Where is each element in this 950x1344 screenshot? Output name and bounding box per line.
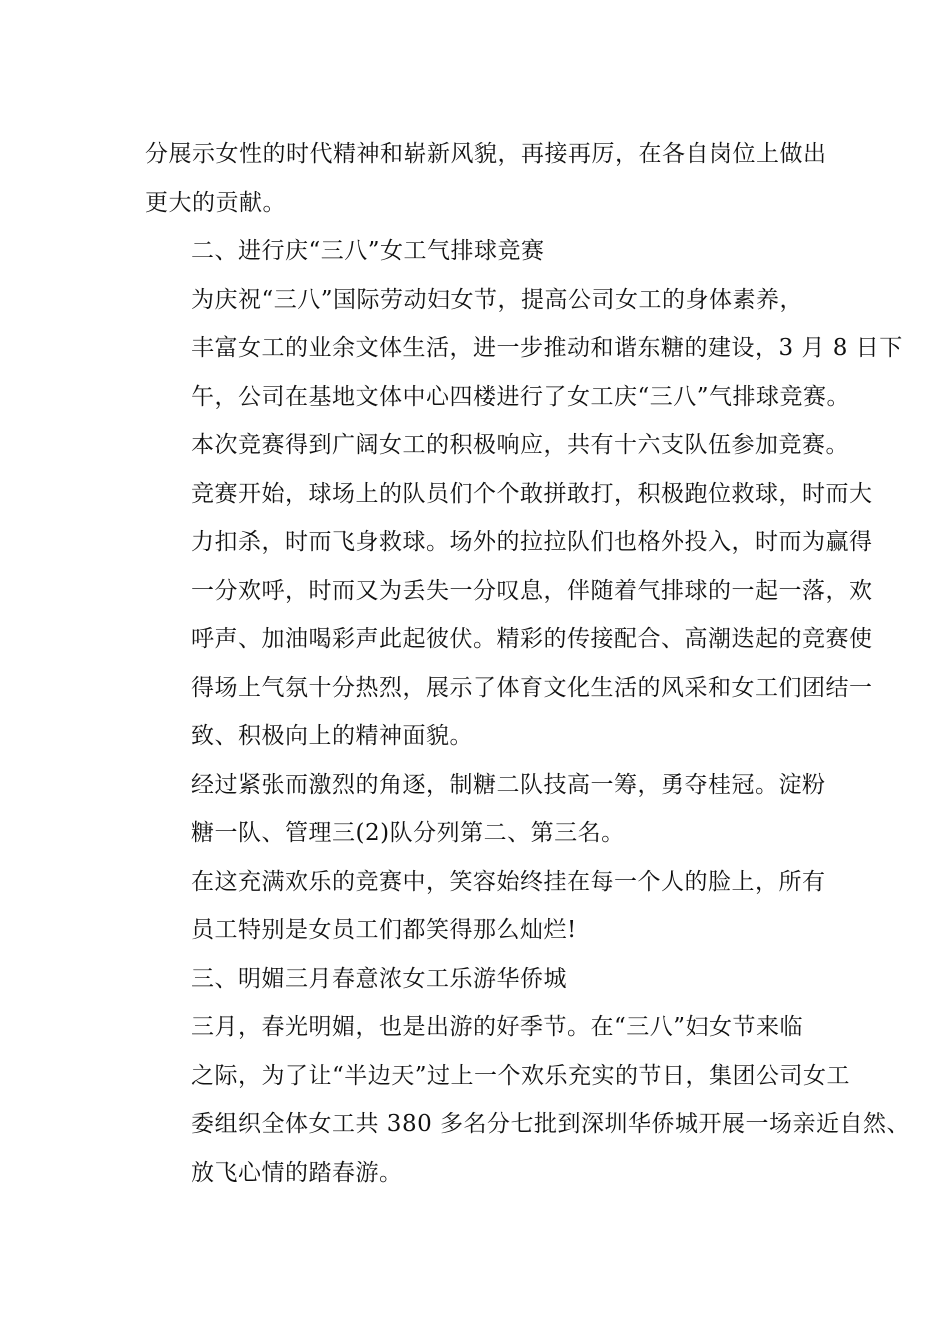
text-line: 更大的贡献。 — [145, 189, 286, 216]
text-line: 糖一队、管理三(2)队分列第二、第三名。 — [191, 820, 625, 846]
section-heading-spring-outing — [145, 955, 825, 1004]
paragraph-continuation — [145, 130, 825, 227]
text-line: 致、积极向上的精神面貌。 — [191, 723, 473, 749]
heading-line: 三、明媚三月春意浓女工乐游华侨城 — [191, 965, 567, 992]
text-line: 一分欢呼，时而又为丢失一分叹息，伴随着气排球的一起一落，欢 — [191, 577, 873, 604]
text-line: 员工特别是女员工们都笑得那么灿烂! — [191, 917, 577, 943]
text-line: 之际，为了让“半边天”过上一个欢乐充实的节日，集团公司女工 — [191, 1062, 851, 1089]
text-line: 放飞心情的踏春游。 — [191, 1159, 403, 1186]
text-line: 午，公司在基地文体中心四楼进行了女工庆“三八”气排球竞赛。 — [191, 383, 851, 410]
text-line: 经过紧张而激烈的角逐，制糖二队技高一筹，勇夺桂冠。淀粉 — [191, 771, 826, 798]
text-line: 得场上气氛十分热烈，展示了体育文化生活的风采和女工们团结一 — [191, 674, 873, 701]
heading-line: 二、进行庆“三八”女工气排球竞赛 — [191, 238, 545, 264]
text-line: 在这充满欢乐的竞赛中，笑容始终挂在每一个人的脸上，所有 — [191, 868, 826, 895]
text-line: 委组织全体女工共 380 多名分七批到深圳华侨城开展一场亲近自然、 — [191, 1111, 911, 1137]
paragraph-volleyball-closing — [145, 858, 825, 955]
section-heading-volleyball — [145, 227, 825, 276]
text-line: 竞赛开始，球场上的队员们个个敢拼敢打，积极跑位救球，时而大 — [191, 480, 873, 507]
text-line: 力扣杀，时而飞身救球。场外的拉拉队们也格外投入，时而为赢得 — [191, 529, 873, 555]
text-line: 丰富女工的业余文体生活，进一步推动和谐东糖的建设，3 月 8 日下 — [191, 335, 903, 361]
text-line: 本次竞赛得到广阔女工的积极响应，共有十六支队伍参加竞赛。 — [191, 432, 849, 458]
text-line: 为庆祝“三八”国际劳动妇女节，提高公司女工的身体素养， — [191, 286, 804, 313]
paragraph-spring-outing — [145, 1003, 911, 1197]
paragraph-volleyball-results — [145, 761, 825, 858]
text-line: 呼声、加油喝彩声此起彼伏。精彩的传接配合、高潮迭起的竞赛使 — [191, 626, 873, 652]
paragraph-volleyball-intro — [145, 276, 903, 422]
paragraph-volleyball-match — [145, 421, 873, 761]
text-line: 三月，春光明媚，也是出游的好季节。在“三八”妇女节来临 — [191, 1014, 804, 1040]
document-body — [145, 130, 911, 1197]
text-line: 分展示女性的时代精神和崭新风貌，再接再厉，在各自岗位上做出 — [145, 141, 827, 167]
